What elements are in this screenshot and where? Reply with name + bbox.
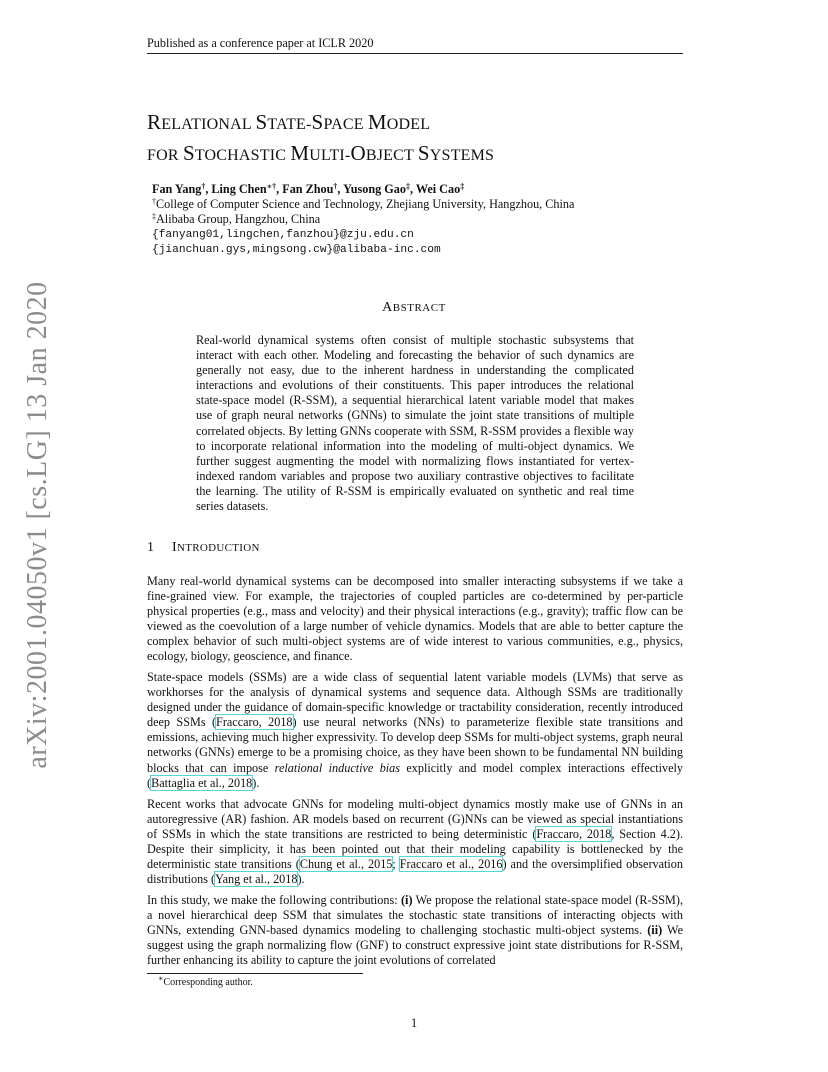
small-caps-text: FOR <box>147 147 183 164</box>
author-name: Ling Chen <box>211 182 267 196</box>
small-caps-text: TOCHASTIC <box>194 147 291 164</box>
author-block <box>152 182 574 258</box>
small-caps-text: BJECT <box>365 147 418 164</box>
footnote-rule <box>147 973 363 974</box>
citation-link[interactable]: Fraccaro, 2018 <box>216 715 293 730</box>
section-number: 1 <box>147 540 155 555</box>
footnote: ∗Corresponding author. <box>158 974 253 988</box>
small-caps-text: TATE- <box>267 116 312 133</box>
paper-title <box>147 108 494 170</box>
affiliation-2: ‡Alibaba Group, Hangzhou, China <box>152 212 321 227</box>
small-caps-text: ELATIONAL <box>161 116 256 133</box>
author-name: Yusong Gao <box>343 182 406 196</box>
title-line-2: FOR STOCHASTIC MULTI-OBJECT SYSTEMS <box>147 141 495 165</box>
author-name: Wei Cao <box>415 182 461 196</box>
small-caps-text: PACE <box>323 116 368 133</box>
body-paragraph-1: Many real-world dynamical systems can be decomposed into smaller interacting subsystems if we take a fine-grained view. For example, the trajectories of coupled particles are co-determined by per-particle physical properties (e.g., mass and velocity) and their physical interactions (e.g., gravity); traffic flow can be viewed as the coevolution of a large number of vehicle dynamics. Models that are able to better capture the complex behavior of such multi-object systems are of wide interest to various communities, e.g., physics, ecology, biology, geoscience, and finance. <box>147 574 683 664</box>
citation-link[interactable]: Chung et al., 2015 <box>299 857 393 872</box>
section-heading-introduction <box>147 540 260 556</box>
email-alibaba: {jianchuan.gys,mingsong.cw}@alibaba-inc.com <box>152 243 441 256</box>
email-zju: {fanyang01,lingchen,fanzhou}@zju.edu.cn <box>152 228 414 241</box>
citation-link[interactable]: Fraccaro, 2018 <box>536 827 612 842</box>
small-caps-text: ULTI- <box>309 147 351 164</box>
small-caps-text: ODEL <box>386 116 431 133</box>
title-line-1: RELATIONAL STATE-SPACE MODEL <box>147 110 431 134</box>
citation-link[interactable]: Yang et al., 2018 <box>215 872 298 887</box>
arxiv-stamp: arXiv:2001.04050v1 [cs.LG] 13 Jan 2020 <box>22 281 53 769</box>
small-caps-text: BSTRACT <box>392 302 446 314</box>
contribution-marker: (ii) <box>647 923 663 938</box>
citation-link[interactable]: Fraccaro et al., 2016 <box>399 857 503 872</box>
author-names: Fan Yang†, Ling Chen∗†, Fan Zhou†, Yusong Gao‡, Wei Cao‡ <box>152 182 465 196</box>
running-header: Published as a conference paper at ICLR 2020 <box>147 36 374 50</box>
contribution-marker: (i) <box>401 893 413 907</box>
body-paragraph-3: Recent works that advocate GNNs for modeling multi-object dynamics mostly make use of GNNs in an autoregressive (AR) fashion. AR models based on recurrent (G)NNs can be viewed as special instantiations of SSMs in which the state transitions are restricted to being deterministic (Fraccaro, 2018, Section 4.2). Despite their simplicity, it has been pointed out that their modeling capability is bottlenecked by the deterministic state transitions (Chung et al., 2015; Fraccaro et al., 2016) and the oversimplified observation distributions (Yang et al., 2018). <box>147 797 683 887</box>
body-paragraph-4: In this study, we make the following contributions: (i) We propose the relational state-space model (R-SSM), a novel hierarchical deep SSM that simulates the stochastic state transitions of interacting objects with GNNs, extending GNN-based dynamics modeling to challenging stochastic multi-object systems. (ii) We suggest using the graph normalizing flow (GNF) to construct expressive joint state distributions for R-SSM, further enhancing its ability to capture the joint evolutions of correlated <box>147 893 683 968</box>
small-caps-text: NTRODUCTION <box>176 542 260 554</box>
section-title: INTRODUCTION <box>172 540 260 555</box>
body-paragraph-2: State-space models (SSMs) are a wide class of sequential latent variable models (LVMs) that serve as workhorses for the analysis of dynamical systems and sequence data. Although SSMs are traditionally designed under the guidance of domain-specific knowledge or tractability consideration, recently introduced deep SSMs (Fraccaro, 2018) use neural networks (NNs) to parameterize flexible state transitions and emissions, achieving much higher expressivity. To develop deep SSMs for multi-object systems, graph neural networks (GNNs) emerge to be a promising choice, as they have been shown to be fundamental NN building blocks that can impose relational inductive bias explicitly and model complex interactions effectively (Battaglia et al., 2018). <box>147 670 683 790</box>
page-number: 1 <box>410 1016 418 1030</box>
abstract-text: Real-world dynamical systems often consist of multiple stochastic subsystems that interact with each other. Modeling and forecasting the behavior of such dynamics are generally not easy, due to the inherent hardness in understanding the complicated interactions and evolutions of their constituents. This paper introduces the relational state-space model (R-SSM), a sequential hierarchical latent variable model that makes use of graph neural networks (GNNs) to simulate the joint state transitions of multiple correlated objects. By letting GNNs cooperate with SSM, R-SSM provides a flexible way to incorporate relational information into the modeling of multi-object dynamics. We further suggest augmenting the model with normalizing flows instantiated for vertex-indexed random variables and propose two auxiliary contrastive objectives to facilitate the learning. The utility of R-SSM is empirically evaluated on synthetic and real time series datasets. <box>196 333 634 514</box>
emphasis-text: relational inductive bias <box>274 760 401 775</box>
small-caps-text: YSTEMS <box>429 147 495 164</box>
citation-link[interactable]: Battaglia et al., 2018 <box>151 775 253 790</box>
author-name: Fan Zhou <box>282 182 334 196</box>
author-name: Fan Yang <box>152 182 202 196</box>
affiliation-1: †College of Computer Science and Technology, Zhejiang University, Hangzhou, China <box>152 197 575 212</box>
abstract-heading: ABSTRACT <box>382 300 446 315</box>
header-rule <box>147 53 683 54</box>
